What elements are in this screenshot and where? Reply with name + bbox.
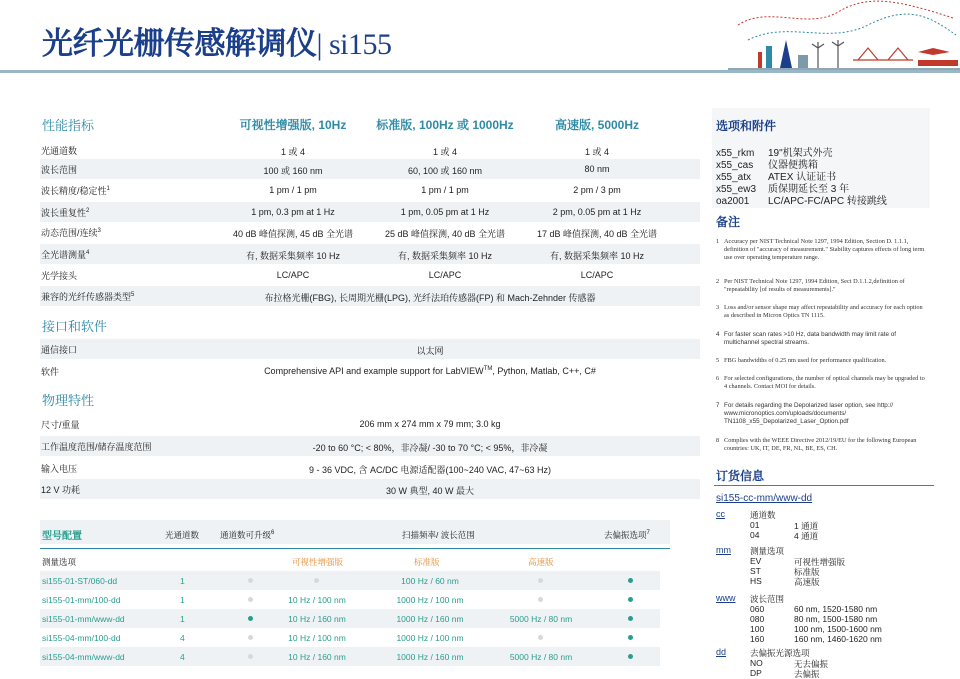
option-code: x55_ew3	[716, 184, 757, 195]
spec-value: 2 pm, 0.05 pm at 1 Hz	[552, 207, 642, 217]
ordering-opt-code: 01	[750, 520, 760, 530]
table-row	[40, 647, 660, 666]
depol-dot	[628, 597, 633, 602]
depol-dot	[628, 635, 633, 640]
spec-value: 1 pm, 0.05 pm at 1 Hz	[400, 207, 490, 217]
page-title	[42, 18, 392, 63]
spec-row	[40, 414, 700, 434]
footnote-number: 3	[716, 304, 720, 311]
spec-label: 通信接口	[41, 345, 78, 355]
upgrade-dot-no	[248, 654, 253, 659]
footnote-text: Per NIST Technical Note 1297, 1994 Edition, Sect D.1.1.2,definition of "repeatability [of results of measurements]."	[724, 278, 905, 294]
spec-row	[40, 222, 700, 242]
footnote-number: 8	[716, 437, 720, 444]
footnote-number: 5	[716, 357, 720, 364]
spec-value: 17 dB 峰值探测, 40 dB 全光谱	[536, 229, 658, 239]
spec-row	[40, 436, 700, 456]
spec-label: 波长精度/稳定性$^1$	[41, 186, 110, 196]
footnote	[716, 238, 928, 263]
model-sub-label: 测量选项	[42, 557, 77, 567]
footnote-number: 1	[716, 238, 720, 245]
scan-ev: 10 Hz / 160 nm	[288, 614, 346, 624]
option-desc: ATEX 认证证书	[768, 172, 837, 183]
scan-st: 100 Hz / 60 nm	[401, 576, 459, 586]
scan-hs-dot	[538, 635, 543, 640]
ordering-label-www: 波长范围	[750, 594, 785, 604]
scan-ev-dot	[314, 578, 319, 583]
table-row	[40, 628, 660, 647]
decorative-skyline-graphic	[728, 0, 960, 70]
ordering-key-www: www	[716, 593, 736, 603]
footnote	[716, 357, 928, 365]
ordering-opt-desc: 无去偏振	[794, 659, 829, 669]
table-row	[40, 609, 660, 628]
footnote-number: 7	[716, 402, 720, 409]
model-channels: 4	[180, 633, 185, 643]
scan-hs: 5000 Hz / 80 nm	[509, 614, 573, 624]
option-desc: 质保期延长至 3 年	[768, 184, 850, 195]
spec-value: 以太网	[416, 346, 444, 356]
spec-value: Comprehensive API and example support for LabVIEW™, Python, Matlab, C++, C#	[264, 366, 596, 376]
ordering-opt-desc: 4 通道	[794, 531, 819, 541]
model-channels: 1	[180, 576, 185, 586]
spec-value: LC/APC	[276, 270, 310, 280]
section-performance: 性能指标	[42, 118, 95, 133]
model-channels: 1	[180, 614, 185, 624]
header-rule	[0, 70, 960, 73]
notes-title: 备注	[716, 215, 741, 229]
model-header-band	[40, 520, 670, 544]
spec-row	[40, 202, 700, 222]
scan-hs-dot	[538, 578, 543, 583]
col-head-st: 标准版, 100Hz 或 1000Hz	[376, 118, 514, 132]
spec-value: 1 pm / 1 pm	[269, 185, 317, 195]
ordering-opt-code: 060	[750, 604, 765, 614]
options-title: 选项和附件	[716, 119, 777, 133]
spec-value: 100 或 160 nm	[263, 166, 323, 176]
footnote	[716, 375, 928, 391]
spec-row	[40, 458, 700, 478]
spec-value: LC/APC	[580, 270, 614, 280]
ordering-opt-desc: 可视性增强版	[794, 557, 846, 567]
ordering-key-cc: cc	[716, 509, 725, 519]
spec-value: 布拉格光栅(FBG), 长周期光栅(LPG), 光纤法珀传感器(FP) 和 Mach-Zehnder 传感器	[264, 293, 596, 303]
ordering-label-cc: 通道数	[750, 510, 776, 520]
option-desc: LC/APC-FC/APC 转接跳线	[768, 196, 887, 207]
model-rule	[40, 548, 670, 549]
spec-row	[40, 479, 700, 499]
ordering-opt-desc: 去偏振	[794, 669, 820, 679]
spec-value: 9 - 36 VDC, 含 AC/DC 电源适配器(100~240 VAC, 47~63 Hz)	[309, 465, 551, 475]
spec-row	[40, 159, 700, 179]
spec-label: 光通道数	[41, 146, 78, 156]
model-sub-ev: 可视性增强版	[292, 557, 344, 567]
footnote-text: Accuracy per NIST Technical Note 1297, 1994 Edition, Section D. 1.1.1, definition of "accuracy of measurement." Stability captures effects of long term use over operating temperature range.	[724, 238, 925, 262]
model-sub-hs: 高速版	[528, 557, 554, 567]
ordering-rule	[714, 485, 934, 486]
option-code: x55_rkm	[716, 148, 755, 159]
ordering-opt-code: NO	[750, 658, 763, 668]
table-row	[40, 571, 660, 590]
spec-label: 动态范围/连续$^3$	[41, 228, 101, 238]
model-upgrade-header: 通道数可升级$^6$	[220, 530, 275, 540]
ordering-opt-code: ST	[750, 566, 761, 576]
ordering-opt-desc: 100 nm, 1500-1600 nm	[794, 624, 882, 634]
ordering-label-mm: 测量选项	[750, 546, 785, 556]
spec-value: 25 dB 峰值探测, 40 dB 全光谱	[384, 229, 506, 239]
spec-label: 12 V 功耗	[41, 485, 81, 495]
scan-hs-dot	[538, 597, 543, 602]
ordering-opt-code: 04	[750, 530, 760, 540]
option-code: oa2001	[716, 196, 750, 207]
spec-value: 1 pm / 1 pm	[421, 185, 469, 195]
spec-value: 有, 数据采集频率 10 Hz	[397, 251, 492, 261]
spec-label: 光学接头	[41, 271, 78, 281]
ordering-opt-code: 100	[750, 624, 765, 634]
spec-value: LC/APC	[428, 270, 462, 280]
section-interface: 接口和软件	[42, 319, 108, 334]
ordering-opt-code: 160	[750, 634, 765, 644]
ordering-opt-desc: 标准版	[794, 567, 820, 577]
spec-row	[40, 180, 700, 200]
spec-value: 有, 数据采集频率 10 Hz	[549, 251, 644, 261]
model-channels-header: 光通道数	[165, 530, 200, 540]
title-model: | si155	[316, 28, 392, 61]
spec-label: 尺寸/重量	[41, 420, 80, 430]
scan-st: 1000 Hz / 100 nm	[396, 633, 464, 643]
spec-value: 2 pm / 3 pm	[573, 185, 621, 195]
footnote	[716, 278, 928, 294]
model-sub-st: 标准版	[414, 557, 440, 567]
spec-label: 兼容的光纤传感器类型$^5$	[41, 292, 135, 302]
footnote	[716, 331, 928, 347]
scan-hs: 5000 Hz / 80 nm	[509, 652, 573, 662]
spec-value: 80 nm	[584, 164, 610, 174]
table-row	[40, 590, 660, 609]
footnote-text: FBG bandwidths of 0.25 nm used for performance qualification.	[724, 357, 887, 364]
footnote-text: For details regarding the Depolarized laser option, see http:// www.micronoptics.com/uploads/documents/ TN1108_x55_Depolarized_Laser_Option.pdf	[724, 402, 894, 426]
footnote-ref: 1	[106, 186, 110, 192]
ordering-opt-desc: 80 nm, 1500-1580 nm	[794, 614, 878, 624]
footnote-ref: 3	[97, 228, 101, 234]
upgrade-dot-no	[248, 597, 253, 602]
ordering-opt-desc: 60 nm, 1520-1580 nm	[794, 604, 878, 614]
scan-ev: 10 Hz / 100 nm	[288, 595, 346, 605]
depol-dot	[628, 578, 633, 583]
option-desc: 仪器便携箱	[768, 160, 818, 171]
ordering-opt-code: HS	[750, 576, 762, 586]
model-channels: 4	[180, 652, 185, 662]
spec-row-compat	[40, 286, 700, 306]
spec-value: 206 mm x 274 mm x 79 mm; 3.0 kg	[359, 419, 501, 429]
ordering-opt-desc: 160 nm, 1460-1620 nm	[794, 634, 882, 644]
spec-row-comm	[40, 339, 700, 359]
model-name: si155-01-mm/www-dd	[42, 614, 125, 624]
col-head-hs: 高速版, 5000Hz	[554, 118, 640, 132]
spec-label: 波长范围	[41, 165, 78, 175]
ordering-opt-code: 080	[750, 614, 765, 624]
model-name: si155-01-mm/100-dd	[42, 595, 121, 605]
model-channels: 1	[180, 595, 185, 605]
footnote	[716, 304, 928, 320]
footnote	[716, 437, 928, 453]
model-scan-header: 扫描频率/ 波长范围	[402, 530, 475, 540]
spec-label: 工作温度范围/储存温度范围	[41, 442, 152, 452]
upgrade-dot-no	[248, 635, 253, 640]
option-code: x55_cas	[716, 160, 754, 171]
footnote-text: Complies with the WEEE Directive 2012/19/EU for the following European countries: UK, IT, DE, FR, NL, BE, ES, CH.	[724, 437, 917, 453]
spec-value: 1 或 4	[432, 147, 457, 157]
scan-ev: 10 Hz / 160 nm	[288, 652, 346, 662]
spec-value: 40 dB 峰值探测, 45 dB 全光谱	[232, 229, 354, 239]
model-config-header: 型号配置	[42, 531, 82, 542]
upgrade-dot-no	[248, 578, 253, 583]
option-item	[716, 192, 887, 207]
spec-row	[40, 265, 700, 285]
section-physical: 物理特性	[42, 393, 95, 408]
model-name: si155-01-ST/060-dd	[42, 576, 118, 586]
spec-value: 有, 数据采集频率 10 Hz	[245, 251, 340, 261]
spec-value: 60, 100 或 160 nm	[407, 166, 483, 176]
footnote	[716, 402, 928, 427]
spec-row-software	[40, 361, 700, 381]
footnote-number: 6	[716, 375, 720, 382]
depol-dot	[628, 616, 633, 621]
model-name: si155-04-mm/100-dd	[42, 633, 121, 643]
spec-value: 30 W 典型, 40 W 最大	[385, 486, 474, 496]
title-cn: 光纤光栅传感解调仪	[42, 26, 317, 62]
ordering-opt-code: DP	[750, 668, 762, 678]
spec-row	[40, 140, 700, 160]
ordering-opt-desc: 1 通道	[794, 521, 819, 531]
ordering-label-dd: 去偏振光源选项	[750, 648, 810, 658]
spec-label: 软件	[41, 367, 60, 377]
ordering-opt-desc: 高速版	[794, 577, 820, 587]
footnote-number: 2	[716, 278, 720, 285]
col-head-ev: 可视性增强版, 10Hz	[239, 118, 347, 132]
spec-value: -20 to 60 °C; < 80%，非冷凝/ -30 to 70 °C; < 95%，非冷凝	[312, 443, 548, 453]
scan-st: 1000 Hz / 100 nm	[396, 595, 464, 605]
scan-st: 1000 Hz / 160 nm	[396, 614, 464, 624]
model-name: si155-04-mm/www-dd	[42, 652, 125, 662]
spec-label: 全光谱测量$^4$	[41, 250, 90, 260]
spec-value: 1 或 4	[584, 147, 609, 157]
spec-value: 1 pm, 0.3 pm at 1 Hz	[251, 207, 335, 217]
footnote-text: Loss and/or sensor shape may affect repeatability and accuracy for each option as described in Micron Optics TN 1115.	[724, 304, 923, 320]
ordering-key-dd: dd	[716, 647, 727, 657]
model-depol-header: 去偏振选项$^7$	[604, 530, 650, 540]
spec-value: 1 或 4	[280, 147, 305, 157]
ordering-code: si155-cc-mm/www-dd	[716, 493, 813, 504]
footnote-text: For faster scan rates >10 Hz, data bandwidth may limit rate of multichannel spectral streams.	[724, 331, 897, 347]
upgrade-dot-yes	[248, 616, 253, 621]
depol-dot	[628, 654, 633, 659]
ordering-opt-code: EV	[750, 556, 762, 566]
option-desc: 19"机架式外壳	[768, 148, 833, 159]
spec-label: 输入电压	[41, 464, 78, 474]
spec-label: 波长重复性$^2$	[41, 208, 90, 218]
scan-st: 1000 Hz / 160 nm	[396, 652, 464, 662]
footnote-ref: 4	[86, 250, 90, 256]
footnote-text: For selected configurations, the number of optical channels may be upgraded to 4 channels. Contact MOI for details.	[724, 375, 925, 391]
ordering-title: 订货信息	[716, 469, 765, 483]
option-code: x55_atx	[716, 172, 752, 183]
footnote-ref: 2	[86, 208, 90, 214]
ordering-key-mm: mm	[716, 545, 731, 555]
scan-ev: 10 Hz / 100 nm	[288, 633, 346, 643]
spec-row	[40, 244, 700, 264]
footnote-number: 4	[716, 331, 720, 338]
